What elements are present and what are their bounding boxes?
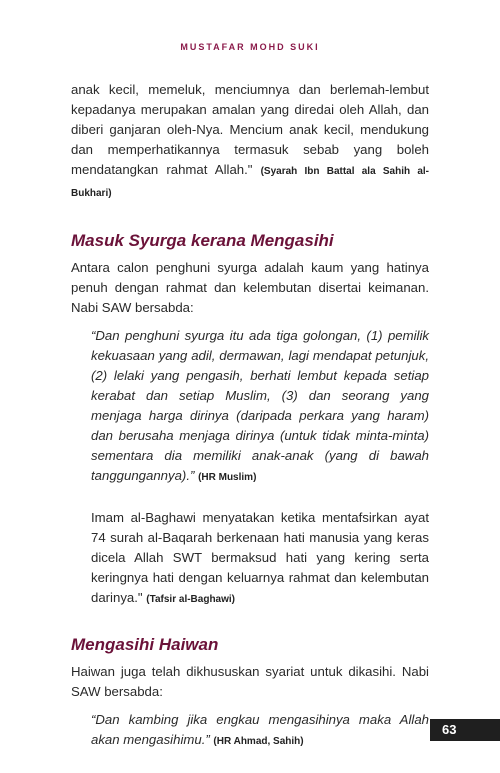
intro-source: (Syarah Ibn Battal ala Sahih al-Bukhari) [71, 166, 429, 199]
section-heading-mengasihi-haiwan: Mengasihi Haiwan [71, 635, 219, 654]
page-number: 63 [430, 719, 500, 741]
intro-text: anak kecil, memeluk, menciumnya dan berlemah-lembut kepadanya merupakan amalan yang diredai oleh Allah, dan diberi ganjaran oleh-Nya. Mencium anak kecil, mendukung dan memperhatikannya termasuk sebab yang boleh mendatangkan rahmat Allah." [71, 82, 429, 177]
quote-source: (HR Muslim) [198, 472, 257, 483]
section2-paragraph: Haiwan juga telah dikhususkan syariat untuk dikasihi. Nabi SAW bersabda: [71, 664, 429, 699]
quote-source: (HR Ahmad, Sahih) [213, 736, 304, 747]
section1-paragraph: Antara calon penghuni syurga adalah kaum yang hatinya penuh dengan rahmat dan kelembutan disertai keimanan. Nabi SAW bersabda: [71, 260, 429, 315]
quote-text: “Dan kambing jika engkau mengasihinya maka Allah akan mengasihimu.” [91, 712, 429, 747]
paragraph2-source: (Tafsir al-Baghawi) [146, 594, 235, 605]
quote-text: “Dan penghuni syurga itu ada tiga golongan, (1) pemilik kekuasaan yang adil, dermawan, lagi mendapat petunjuk, (2) lelaki yang pengasih, berhati lembut kepada setiap kerabat dan setiap Muslim, (3) dan seorang yang menjaga harga dirinya (daripada perkara yang haram) dan berusaha menjaga dirinya (untuk tidak minta-minta) sementara dia memiliki anak-anak (yang di bawah tanggungannya).” [91, 328, 429, 483]
intro-paragraph [71, 80, 429, 204]
section1-quote [71, 326, 429, 488]
page-body [71, 80, 429, 752]
section-heading-masuk-syurga: Masuk Syurga kerana Mengasihi [71, 231, 334, 250]
section1-paragraph-2 [71, 508, 429, 610]
section2-quote [71, 710, 429, 752]
paragraph2-text: Imam al-Baghawi menyatakan ketika mentafsirkan ayat 74 surah al-Baqarah berkenaan hati manusia yang keras dicela Allah SWT bermaksud hati yang kering serta keringnya hati dengan keluarnya rahmat dan kelembutan darinya." [91, 510, 429, 605]
running-head: MUSTAFAR MOHD SUKI [180, 42, 320, 52]
